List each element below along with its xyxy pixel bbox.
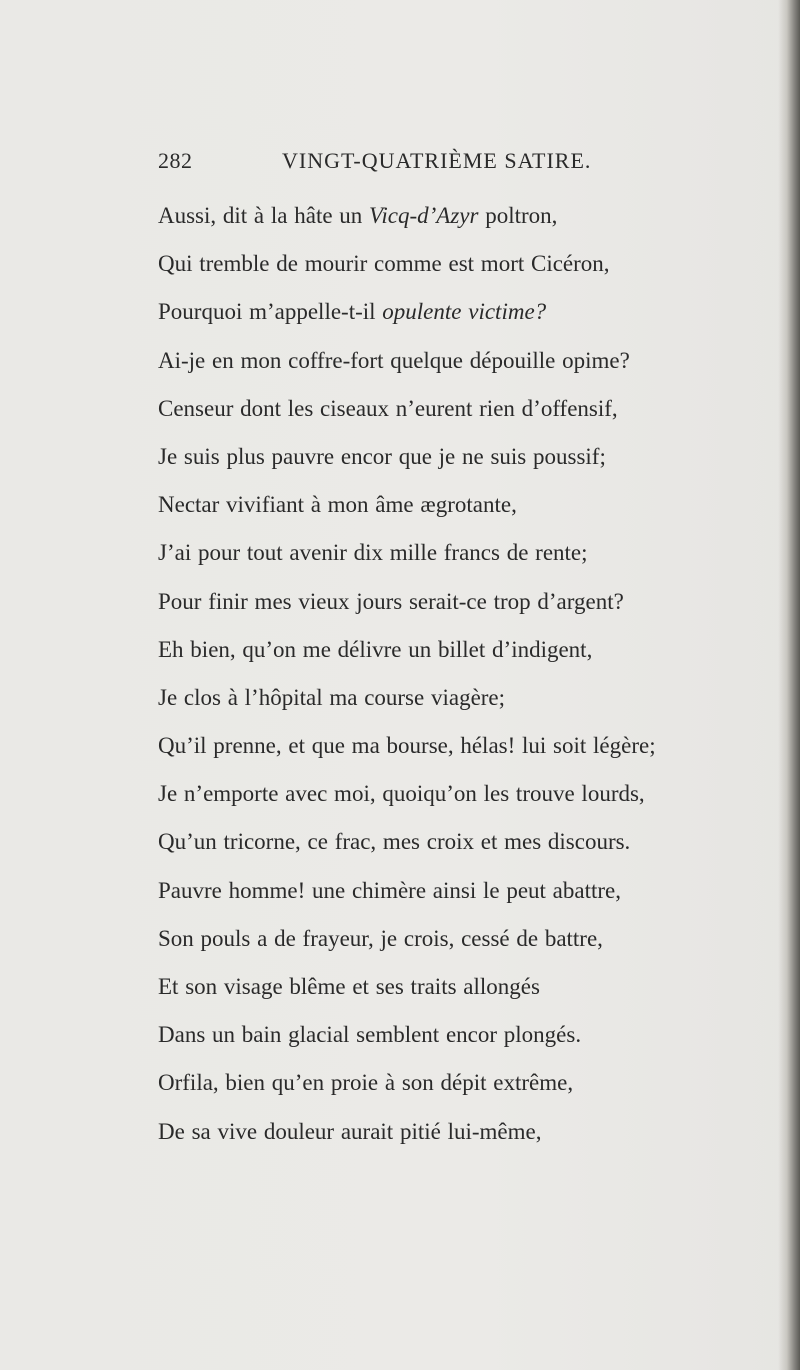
verse-line: Qu’il prenne, et que ma bourse, hélas! lui soit légère; [158,733,656,759]
poem-text [158,198,728,1162]
verse-line: Je suis plus pauvre encor que je ne suis poussif; [158,443,606,469]
verse-line: Qui tremble de mourir comme est mort Cicéron, [158,251,610,277]
verse-line: Pauvre homme! une chimère ainsi le peut abattre, [158,877,621,903]
verse-line: Je clos à l’hôpital ma course viagère; [158,684,506,710]
verse-line: Ai-je en mon coffre-fort quelque dépouille opime? [158,347,630,373]
verse-line: J’ai pour tout avenir dix mille francs de rente; [158,540,588,566]
verse-line: Et son visage blême et ses traits allongés [158,974,540,999]
verse-line: De sa vive douleur aurait pitié lui-même, [158,1118,542,1144]
running-title: VINGT-QUATRIÈME SATIRE. [282,148,592,173]
verse-line: Pour finir mes vieux jours serait-ce trop d’argent? [158,588,624,614]
verse-line: Aussi, dit à la hâte un Vicq-d’Azyr poltron, [158,203,558,228]
verse-line: Censeur dont les ciseaux n’eurent rien d’offensif, [158,395,618,421]
verse-line: Son pouls a de frayeur, je crois, cessé de battre, [158,925,603,951]
verse-line: Eh bien, qu’on me délivre un billet d’indigent, [158,636,593,662]
verse-line: Orfila, bien qu’en proie à son dépit extrême, [158,1070,574,1096]
page-number: 282 [158,148,193,173]
verse-line: Je n’emporte avec moi, quoiqu’on les trouve lourds, [158,781,645,807]
verse-line: Nectar vivifiant à mon âme ægrotante, [158,492,517,518]
page-edge-shadow [778,0,800,1370]
verse-line: Qu’un tricorne, ce frac, mes croix et mes discours. [158,829,631,855]
running-header [158,148,618,178]
verse-line: Dans un bain glacial semblent encor plongés. [158,1022,582,1048]
verse-line: Pourquoi m’appelle-t-il opulente victime? [158,299,547,325]
